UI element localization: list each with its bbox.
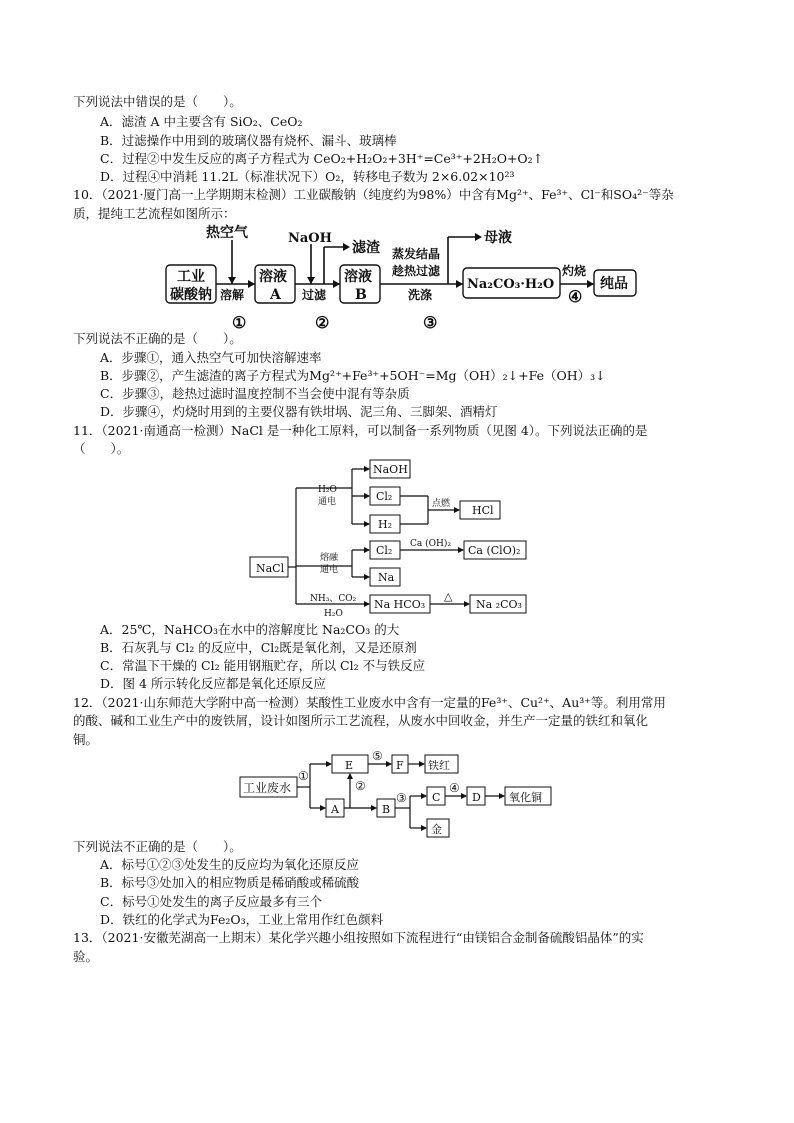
q12-flowchart: [238, 750, 558, 840]
q10-flowchart: [160, 222, 640, 332]
q12-stem-cont: 的酸、碱和工业生产中的废铁屑，设计如图所示工艺流程，从废水中回收金，并生产一定量的铁红和氧化: [73, 713, 649, 728]
heat-symbol: △: [444, 590, 453, 603]
waste-water-box: 工业废水: [243, 781, 292, 795]
dissolve-label: 溶解: [220, 288, 245, 302]
product-box: Na₂CO₃·H₂O: [467, 277, 555, 292]
evap-label-1: 蒸发结晶: [392, 247, 441, 261]
q10-stem: 10．（2021·厦门高一上学期期末检测）工业碳酸钠（纯度约为98%）中含有Mg²⁺、Fe³⁺、Cl⁻和SO₄²⁻等杂: [73, 187, 674, 202]
step-3-marker: ③: [423, 313, 438, 332]
residue-label: 滤渣: [352, 240, 380, 256]
box-industrial-2: 碳酸钠: [170, 287, 212, 303]
gold-box: 金: [431, 823, 442, 836]
q9-option-d: D．过程④中消耗 11.2L（标准状况下）O₂，转移电子数为 2×6.02×10²³: [100, 169, 515, 184]
q10-option-b: B．步骤②，产生滤渣的离子方程式为Mg²⁺+Fe³⁺+5OH⁻=Mg（OH）₂↓+Fe（OH）₃↓: [100, 368, 606, 383]
q12-prompt: 下列说法不正确的是（ ）。: [73, 839, 242, 854]
step-1-marker: ①: [232, 313, 247, 332]
q11-option-d: D．图 4 所示转化反应都是氧化还原反应: [100, 676, 326, 691]
q13-stem: 13．（2021·安徽芜湖高一上期末）某化学兴趣小组按照如下流程进行“由镁铝合金制备硫酸铝晶体”的实: [73, 930, 644, 945]
molten-label: 熔融: [320, 553, 339, 563]
marker-5: ⑤: [372, 749, 383, 763]
q12-option-a: A．标号①②③处发生的反应均为氧化还原反应: [100, 857, 360, 872]
h2o-label-2: H₂O: [324, 609, 343, 619]
q12-stem: 12．（2021·山东师范大学附中高一检测）某酸性工业废水中含有一定量的Fe³⁺、Cu²⁺、Au³⁺等。利用常用: [73, 695, 666, 710]
calcine-label: 灼烧: [562, 264, 587, 278]
q12-option-d: D．铁红的化学式为Fe₂O₃，工业上常用作红色颜料: [100, 912, 384, 927]
box-e: E: [345, 759, 354, 772]
q9-prompt: 下列说法中错误的是（ ）。: [73, 94, 242, 109]
box-a: A: [331, 803, 339, 816]
q12-option-c: C．标号①处发生的离子反应最多有三个: [100, 894, 323, 909]
iron-red-box: 铁红: [428, 759, 450, 772]
h2o-label: H₂O: [318, 485, 337, 495]
marker-4: ④: [449, 781, 460, 795]
q9-option-a: A．滤渣 A 中主要含有 SiO₂、CeO₂: [100, 114, 303, 129]
q12-option-b: B．标号③处加入的相应物质是稀硝酸或稀硫酸: [100, 875, 360, 890]
q10-prompt: 下列说法不正确的是（ ）。: [73, 331, 242, 346]
q11-option-b: B．石灰乳与 Cl₂ 的反应中，Cl₂既是氧化剂，又是还原剂: [100, 640, 417, 655]
copper-oxide-box: 氧化铜: [509, 791, 542, 804]
electrolysis-label-1: 通电: [318, 497, 337, 507]
mother-liquor-label: 母液: [484, 230, 512, 246]
cl2-box-a: Cl₂: [376, 490, 393, 503]
nacl-box: NaCl: [256, 562, 285, 575]
q12-stem-cont-2: 铜。: [73, 732, 99, 747]
caoh2-label: Ca (OH)₂: [410, 539, 451, 549]
box-b: B: [382, 803, 391, 816]
box-industrial-1: 工业: [177, 269, 205, 285]
q11-option-c: C．常温下干燥的 Cl₂ 能用钢瓶贮存，所以 Cl₂ 不与铁反应: [100, 658, 426, 673]
q10-option-c: C．步骤③，趁热过滤时温度控制不当会使中混有等杂质: [100, 386, 410, 401]
solution-b-1: 溶液: [344, 269, 372, 285]
q11-stem: 11．（2021·南通高一检测）NaCl 是一种化工原料，可以制备一系列物质（见图 4）。下列说法正确的是: [73, 423, 648, 438]
q11-option-a: A．25℃，NaHCO₃在水中的溶解度比 Na₂CO₃ 的大: [100, 622, 400, 637]
evap-label-2: 趁热过滤: [392, 264, 441, 278]
q10-option-d: D．步骤④，灼烧时用到的主要仪器有铁坩埚、泥三角、三脚架、酒精灯: [100, 404, 498, 419]
wash-label: 洗涤: [408, 288, 433, 302]
pure-box: 纯品: [600, 276, 628, 292]
hcl-box: HCl: [472, 504, 494, 517]
nh3-co2-label: NH₃、CO₂: [310, 594, 357, 604]
caclo2-box: Ca (ClO)₂: [468, 544, 521, 557]
q13-stem-cont: 验。: [73, 949, 99, 964]
na2co3-box: Na ₂CO₃: [476, 598, 522, 611]
q11-stem-cont: （ ）。: [73, 441, 130, 456]
marker-1: ①: [298, 769, 309, 783]
box-f: F: [396, 759, 404, 772]
naoh-box: NaOH: [373, 463, 408, 476]
box-c: C: [432, 791, 441, 804]
solution-a-2: A: [270, 287, 281, 303]
na-box: Na: [378, 571, 395, 584]
marker-3: ③: [396, 791, 407, 805]
nahco3-box: Na HCO₃: [374, 598, 426, 611]
q9-option-b: B．过滤操作中用到的玻璃仪器有烧杯、漏斗、玻璃棒: [100, 133, 397, 148]
step-2-marker: ②: [315, 313, 330, 332]
marker-2: ②: [355, 779, 366, 793]
solution-a-1: 溶液: [259, 269, 287, 285]
filter-label: 过滤: [302, 288, 327, 302]
cl2-box-b: Cl₂: [376, 544, 393, 557]
step-4-marker: ④: [568, 287, 583, 306]
naoh-label: NaOH: [288, 231, 332, 246]
q10-option-a: A．步骤①，通入热空气可加快溶解速率: [100, 350, 322, 365]
q11-flowchart: [248, 456, 548, 621]
electrolysis-label-2: 通电: [320, 565, 339, 575]
h2-box: H₂: [378, 518, 393, 531]
ignite-label: 点燃: [432, 499, 451, 509]
q10-stem-cont: 质，提纯工艺流程如图所示：: [73, 206, 236, 221]
q9-option-c: C．过程②中发生反应的离子方程式为 CeO₂+H₂O₂+3H⁺=Ce³⁺+2H₂O+O₂↑: [100, 151, 544, 166]
solution-b-2: B: [355, 287, 367, 303]
hot-air-label: 热空气: [206, 225, 248, 241]
box-d: D: [472, 791, 481, 804]
